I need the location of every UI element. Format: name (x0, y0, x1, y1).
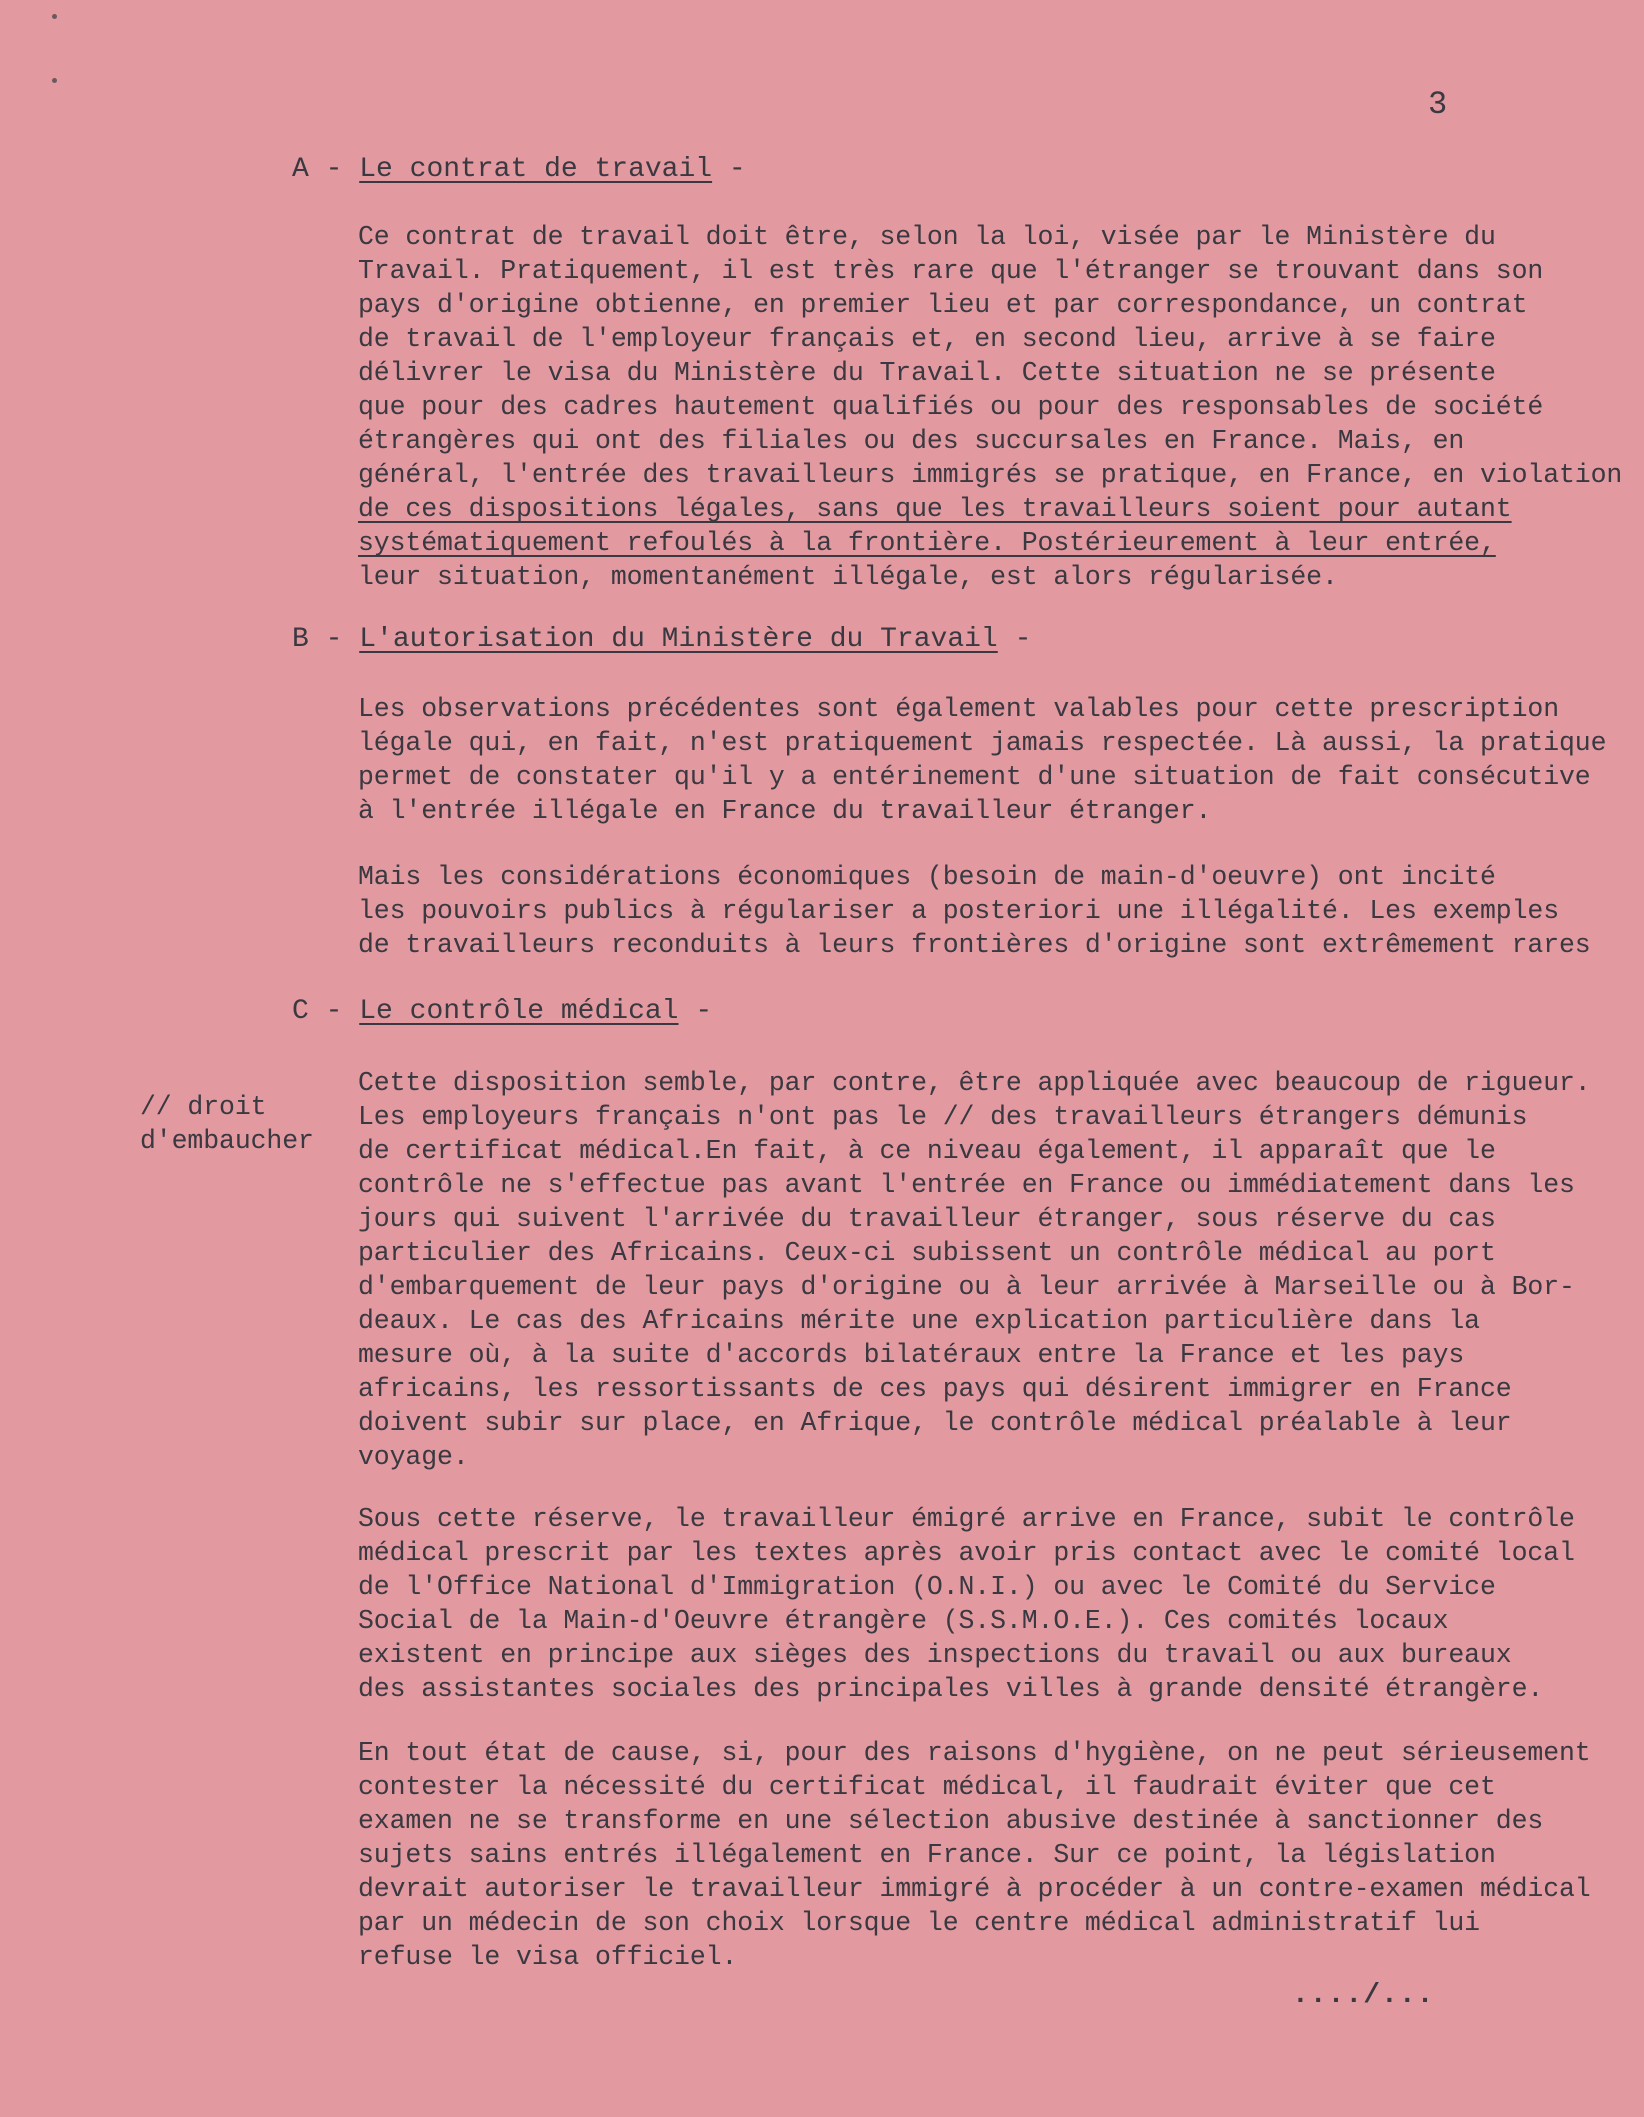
section-marker: B - (292, 624, 343, 655)
section-title: Le contrôle médical (359, 996, 679, 1027)
section-suffix: - (695, 996, 713, 1027)
paragraph (358, 860, 1644, 962)
text-line: jours qui suivent l'arrivée du travailleur étranger, sous réserve du cas (358, 1204, 1496, 1234)
text-line: par un médecin de son choix lorsque le centre médical administratif lui (358, 1908, 1480, 1938)
text-line: Sous cette réserve, le travailleur émigré arrive en France, subit le contrôle (358, 1504, 1575, 1534)
text-line: deaux. Le cas des Africains mérite une explication particulière dans la (358, 1306, 1480, 1336)
text-line: mesure où, à la suite d'accords bilatéraux entre la France et les pays (358, 1340, 1465, 1370)
text-line: leur situation, momentanément illégale, est alors régularisée. (358, 562, 1338, 592)
text-line: Social de la Main-d'Oeuvre étrangère (S.S.M.O.E.). Ces comités locaux (358, 1606, 1449, 1636)
text-line: voyage. (358, 1442, 469, 1472)
text-line: Mais les considérations économiques (besoin de main-d'oeuvre) ont incité (358, 862, 1496, 892)
page-number: 3 (1428, 86, 1448, 123)
section-title: L'autorisation du Ministère du Travail (359, 624, 998, 655)
text-line: Les employeurs français n'ont pas le // des travailleurs étrangers démunis (358, 1102, 1528, 1132)
text-line: doivent subir sur place, en Afrique, le contrôle médical préalable à leur (358, 1408, 1512, 1438)
section-a-heading (292, 154, 746, 185)
text-line: de l'Office National d'Immigration (O.N.I.) ou avec le Comité du Service (358, 1572, 1496, 1602)
text-line: les pouvoirs publics à régulariser a posteriori une illégalité. Les exemples (358, 896, 1559, 926)
text-line: d'embarquement de leur pays d'origine ou à leur arrivée à Marseille ou à Bor- (358, 1272, 1575, 1302)
paper-speck (52, 14, 57, 19)
section-suffix: - (1014, 624, 1032, 655)
section-suffix: - (728, 154, 746, 185)
text-line: médical prescrit par les textes après avoir pris contact avec le comité local (358, 1538, 1575, 1568)
text-line: Ce contrat de travail doit être, selon la loi, visée par le Ministère du (358, 222, 1496, 252)
text-line: légale qui, en fait, n'est pratiquement jamais respectée. Là aussi, la pratique (358, 728, 1607, 758)
text-line: refuse le visa officiel. (358, 1942, 738, 1972)
section-marker: C - (292, 996, 343, 1027)
text-line: de certificat médical.En fait, à ce niveau également, il apparaît que le (358, 1136, 1496, 1166)
text-line: existent en principe aux sièges des inspections du travail ou aux bureaux (358, 1640, 1512, 1670)
text-line: sujets sains entrés illégalement en France. Sur ce point, la législation (358, 1840, 1496, 1870)
margin-note-line: // droit (140, 1092, 267, 1122)
margin-note (140, 1090, 314, 1158)
paragraph (358, 1066, 1644, 1474)
continuation-mark: ..../... (1292, 1980, 1435, 2011)
margin-note-line: d'embaucher (140, 1126, 314, 1156)
text-line: étrangères qui ont des filiales ou des succursales en France. Mais, en (358, 426, 1465, 456)
text-line: des assistantes sociales des principales villes à grande densité étrangère. (358, 1674, 1544, 1704)
section-c-heading (292, 996, 712, 1027)
text-line: examen ne se transforme en une sélection abusive destinée à sanctionner des (358, 1806, 1544, 1836)
section-marker: A - (292, 154, 343, 185)
text-line: délivrer le visa du Ministère du Travail. Cette situation ne se présente (358, 358, 1496, 388)
text-line-underlined: de ces dispositions légales, sans que les travailleurs soient pour autant (358, 494, 1512, 524)
text-line: de travail de l'employeur français et, en second lieu, arrive à se faire (358, 324, 1496, 354)
text-line: devrait autoriser le travailleur immigré à procéder à un contre-examen médical (358, 1874, 1591, 1904)
text-line: Cette disposition semble, par contre, être appliquée avec beaucoup de rigueur. (358, 1068, 1591, 1098)
text-line: de travailleurs reconduits à leurs frontières d'origine sont extrêmement rares (358, 930, 1591, 960)
paragraph (358, 220, 1644, 594)
text-line: pays d'origine obtienne, en premier lieu et par correspondance, un contrat (358, 290, 1528, 320)
text-line: Les observations précédentes sont également valables pour cette prescription (358, 694, 1559, 724)
section-b-heading (292, 624, 1031, 655)
text-line: africains, les ressortissants de ces pays qui désirent immigrer en France (358, 1374, 1512, 1404)
section-title: Le contrat de travail (359, 154, 713, 185)
text-line: particulier des Africains. Ceux-ci subissent un contrôle médical au port (358, 1238, 1496, 1268)
text-line: Travail. Pratiquement, il est très rare que l'étranger se trouvant dans son (358, 256, 1544, 286)
paragraph (358, 692, 1644, 828)
paragraph (358, 1502, 1644, 1706)
text-line: général, l'entrée des travailleurs immigrés se pratique, en France, en violation (358, 460, 1623, 490)
text-line: permet de constater qu'il y a entérinement d'une situation de fait consécutive (358, 762, 1591, 792)
paragraph (358, 1736, 1644, 1974)
text-line: En tout état de cause, si, pour des raisons d'hygiène, on ne peut sérieusement (358, 1738, 1591, 1768)
paper-speck (52, 78, 57, 83)
text-line: à l'entrée illégale en France du travailleur étranger. (358, 796, 1212, 826)
text-line: contester la nécessité du certificat médical, il faudrait éviter que cet (358, 1772, 1496, 1802)
text-line: que pour des cadres hautement qualifiés ou pour des responsables de société (358, 392, 1544, 422)
text-line: contrôle ne s'effectue pas avant l'entrée en France ou immédiatement dans les (358, 1170, 1575, 1200)
text-line-underlined: systématiquement refoulés à la frontière. Postérieurement à leur entrée, (358, 528, 1496, 558)
